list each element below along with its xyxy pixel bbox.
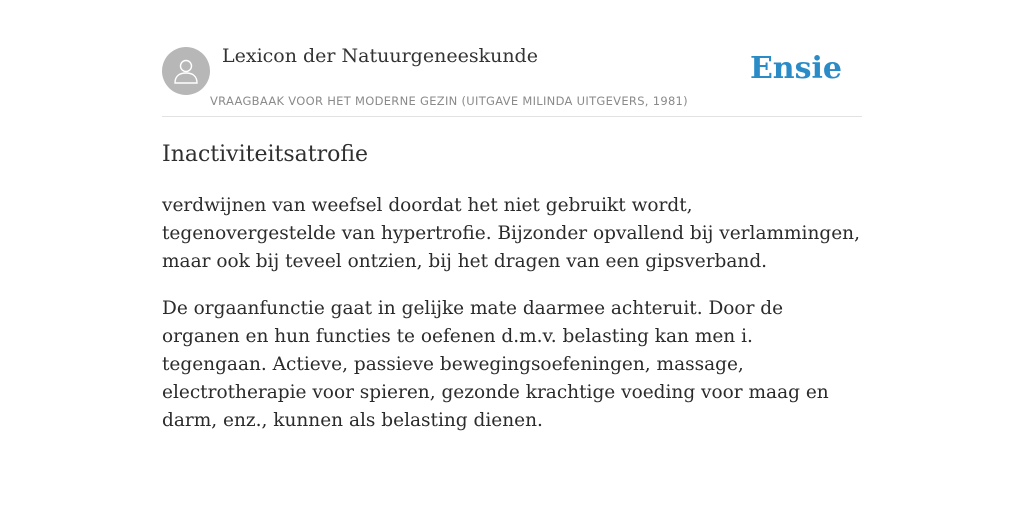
entry-title: Inactiviteitsatrofie: [162, 142, 369, 167]
source-subtitle: VRAAGBAAK VOOR HET MODERNE GEZIN (UITGAVE MILINDA UITGEVERS, 1981): [210, 94, 688, 108]
entry-paragraph: De orgaanfunctie gaat in gelijke mate daarmee achteruit. Door de organen en hun functies te oefenen d.m.v. belasting kan men i. tegengaan. Actieve, passieve bewegingsoefeningen, massage, electrotherapie voor spieren, gezonde krachtige voeding voor maag en darm, enz., kunnen als belasting dienen.: [162, 298, 829, 431]
brand-logo[interactable]: Ensie: [749, 51, 842, 86]
user-icon: [171, 56, 201, 86]
avatar[interactable]: [162, 47, 210, 95]
source-title[interactable]: Lexicon der Natuurgeneeskunde: [222, 45, 538, 67]
entry-article: [162, 140, 862, 435]
source-header: [162, 40, 862, 117]
entry-paragraph: verdwijnen van weefsel doordat het niet gebruikt wordt, tegenovergestelde van hypertrofie. Bijzonder opvallend bij verlammingen, maar ook bij teveel ontzien, bij het dragen van een gipsverband.: [162, 195, 860, 272]
